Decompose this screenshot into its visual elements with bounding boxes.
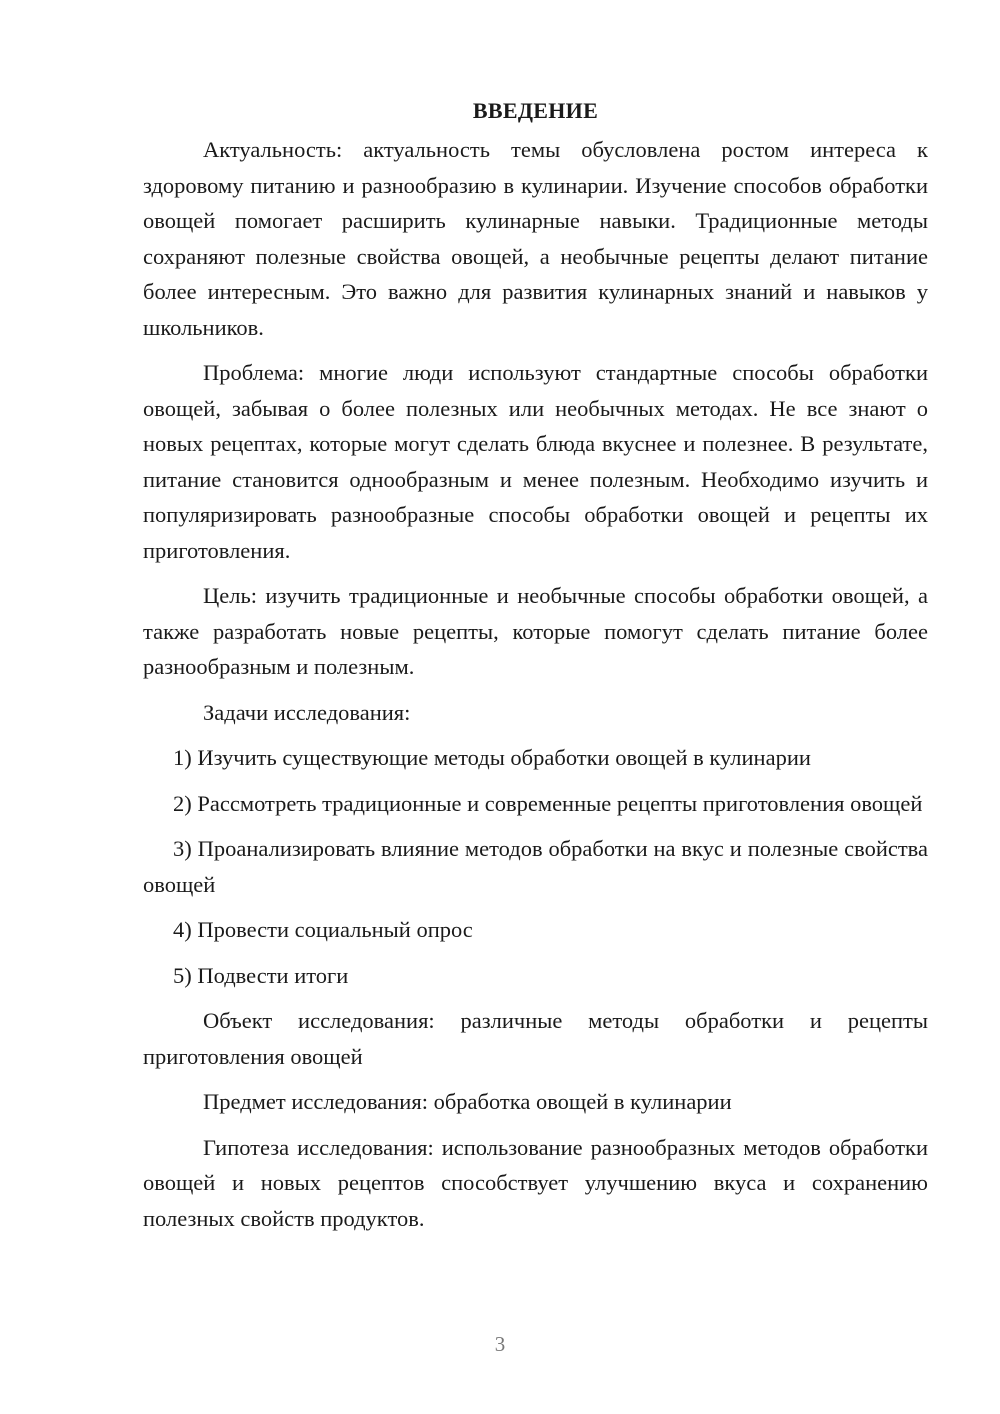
section-title: ВВЕДЕНИЕ: [472, 98, 599, 123]
list-item: 2) Рассмотреть традиционные и современные рецепты приготовления овощей: [173, 790, 923, 816]
list-item: 4) Провести социальный опрос: [173, 917, 473, 942]
paragraph-tasks-heading: Задачи исследования:: [203, 699, 411, 725]
document-page: [143, 96, 928, 1246]
list-item: 3) Проанализировать влияние методов обработки на вкус и полезные свойства овощей: [143, 836, 928, 897]
list-item: 5) Подвести итоги: [173, 962, 349, 988]
paragraph-object: Объект исследования: различные методы обработки и рецепты приготовления овощей: [143, 1008, 928, 1069]
task-list: [143, 740, 928, 993]
paragraph-hypothesis: Гипотеза исследования: использование разнообразных методов обработки овощей и новых рецептов способствует улучшению вкуса и сохранению полезных свойств продуктов.: [143, 1134, 928, 1231]
paragraph-relevance: Актуальность: актуальность темы обусловлена ростом интереса к здоровому питанию и разнообразию в кулинарии. Изучение способов обработки овощей помогает расширить кулинарные навыки. Традиционные методы сохраняют полезные свойства овощей, а необычные рецепты делают питание более интересным. Это важно для развития кулинарных знаний и навыков у школьников.: [143, 137, 928, 340]
paragraph-subject: Предмет исследования: обработка овощей в кулинарии: [203, 1089, 732, 1114]
paragraph-problem: Проблема: многие люди используют стандартные способы обработки овощей, забывая о более полезных или необычных методах. Не все знают о новых рецептах, которые могут сделать блюда вкуснее и полезнее. В результате, питание становится однообразным и менее полезным. Необходимо изучить и популяризировать разнообразные способы обработки овощей и рецепты их приготовления.: [143, 360, 928, 563]
paragraph-goal: Цель: изучить традиционные и необычные способы обработки овощей, а также разработать новые рецепты, которые помогут сделать питание более разнообразным и полезным.: [143, 583, 928, 679]
page-number: 3: [494, 1332, 506, 1356]
list-item: 1) Изучить существующие методы обработки овощей в кулинарии: [173, 745, 811, 770]
